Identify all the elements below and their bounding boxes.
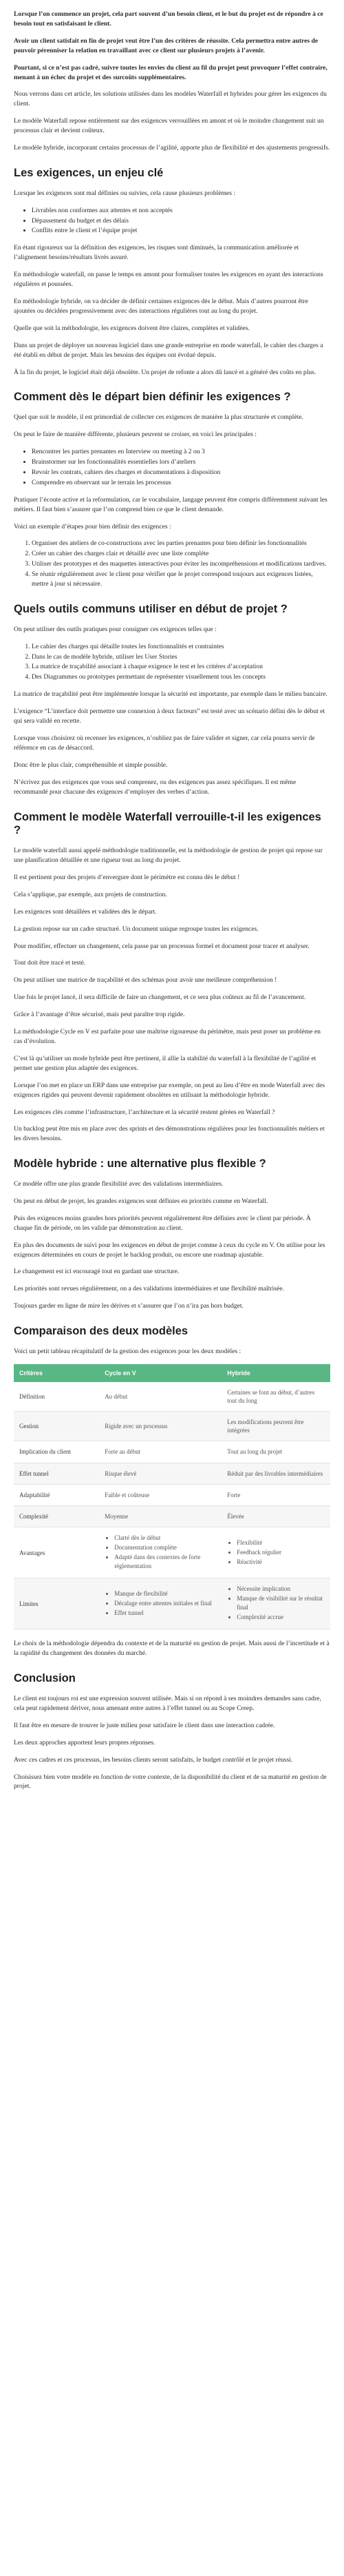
paragraph: Le modèle hybride, incorporant certains processus de l’agilité, apporte plus de flexibilité et des ajustements progressifs. <box>14 144 330 152</box>
section-heading: Les exigences, un enjeu clé <box>14 166 164 179</box>
paragraph: La matrice de traçabilité peut être implémentée lorsque la sécurité est importante, par exemple dans le milieu bancaire. <box>14 690 327 699</box>
cycle-en-v-cell <box>99 1527 222 1578</box>
section-heading: Comparaison des deux modèles <box>14 1325 189 1338</box>
column-header: Critères <box>14 1364 99 1382</box>
table-row <box>14 1441 330 1463</box>
intro-paragraph: Lorsque l’on commence un projet, cela part souvent d’un besoin client, et le but du projet est de répondre à ce besoin tout en satisfaisant le client. <box>14 10 323 28</box>
section-heading: Modèle hybride : une alternative plus flexible ? <box>14 1157 266 1171</box>
paragraph: Le choix de la méthodologie dépendra du contexte et de la maturité en gestion de projet. Mais aussi de l’incertitude et à la rapidité du changement des données du marché. <box>14 1640 330 1658</box>
paragraph: Donc être le plus clair, compréhensible et simple possible. <box>14 761 168 769</box>
paragraph: En plus des documents de suivi pour les exigences en début de projet comme à ceux du cycle en V. On utilise pour les exigences déterminées en cours de projet le backlog produit, ou encore une roadmap ajustable. <box>14 1241 325 1259</box>
hybride-cell: Réduit par des livrables intermédiaires <box>222 1463 330 1484</box>
paragraph: Voici un petit tableau récapitulatif de la gestion des exigences pour les deux modèles : <box>14 1347 241 1355</box>
hybride-cell: Les modifications peuvent être intégrées <box>222 1412 330 1441</box>
paragraph: Voici un exemple d’étapes pour bien définir des exigences : <box>14 522 171 530</box>
paragraph: Lorsque vous choisirez où recenser les exigences, n’oubliez pas de faire valider et signer, car cela pourra servir de référence en cas de désaccord. <box>14 734 315 752</box>
list-item: 3. La matrice de traçabilité associant à chaque exigence le test et les critères d’acceptation <box>32 662 330 672</box>
paragraph: Ce modèle offre une plus grande flexibilité avec des validations intermédiaires. <box>14 1180 224 1188</box>
criterion-cell: Complexité <box>14 1505 99 1527</box>
criterion-cell: Implication du client <box>14 1441 99 1463</box>
paragraph: La gestion repose sur un cadre structuré. Un document unique regroupe toutes les exigences. <box>14 925 259 933</box>
paragraph: Choisissez bien votre modèle en fonction de votre contexte, de la disponibilité du client et de sa maturité en gestion de projet. <box>14 1773 327 1791</box>
list-item: • Adapté dans des contextes de forte réglementation <box>114 1553 216 1571</box>
paragraph: C’est là qu’utiliser un mode hybride peut être pertinent, il allie la stabilité du waterfall à la flexibilité de l’agilité et permet une gestion plus adaptée des exigences. <box>14 1054 316 1072</box>
table-row <box>14 1578 330 1629</box>
paragraph: Pratiquer l’écoute active et la reformulation, car le vocabulaire, langage peuvent être compris différemment suivant les métiers. Il faut bien s’assurer que l’on comprend bien ce que le client demande. <box>14 495 327 513</box>
criterion-cell: Limites <box>14 1578 99 1629</box>
paragraph: Puis des exigences moins grandes hors priorités peuvent régulièrement être définies avec le client par période. À chaque fin de période, on les valide par démonstration au client. <box>14 1214 311 1232</box>
list-item: 2. Créer un cahier des charges clair et détaillé avec une liste complète <box>32 549 330 559</box>
paragraph: La méthodologie Cycle en V est parfaite pour une maîtrise rigoureuse du périmètre, mais peut poser un problème en cas d’évolution. <box>14 1028 321 1045</box>
cell-bullet-list <box>105 1534 216 1571</box>
paragraph: En méthodologie waterfall, on passe le temps en amont pour formaliser toutes les exigences en ayant des interactions régulières et poussées. <box>14 271 323 289</box>
paragraph: Le client est toujours roi est une expression souvent utilisée. Mais si on répond à ses moindres demandes sans cadre, cela peut rapidement dériver, nous amenant entre autres à l’effet tunnel ou au Scope Creep. <box>14 1695 321 1712</box>
paragraph: Tout doit être tracé et testé. <box>14 959 86 967</box>
paragraph: Toujours garder en ligne de mire les dérives et s’assurer que l’on n’ira pas hors budget. <box>14 1302 244 1310</box>
criterion-cell: Effet tunnel <box>14 1463 99 1484</box>
paragraph: L’exigence “L’interface doit permettre une connexion à deux facteurs” est testé avec un scénario défini dès le début et qui sera validé en recette. <box>14 708 325 725</box>
numbered-list <box>14 539 330 589</box>
bullet-list <box>14 447 330 488</box>
paragraph: Les deux approches apportent leurs propres réponses. <box>14 1738 155 1746</box>
paragraph: Il est pertinent pour des projets d’envergure dont le périmètre est connu dès le début ! <box>14 873 240 881</box>
paragraph: Le changement est ici encouragé tout en gardant une structure. <box>14 1268 180 1276</box>
list-item: • Manque de flexibilité <box>114 1589 216 1598</box>
hybride-cell: Élevée <box>222 1505 330 1527</box>
cycle-en-v-cell: Rigide avec un processus <box>99 1412 222 1441</box>
paragraph: Les exigences sont détaillées et validées dès le départ. <box>14 907 157 916</box>
list-item: 1. Organiser des ateliers de co-constructions avec les parties prenantes pour bien définir les fonctionnalités <box>32 539 330 548</box>
list-item: • Livrables non conformes aux attentes et non acceptés <box>32 206 330 216</box>
paragraph: On peut en début de projet, les grandes exigences sont définies en priorités comme en Waterfall. <box>14 1197 268 1205</box>
hybride-cell: Tout au long du projet <box>222 1441 330 1463</box>
paragraph: Lorsque l’on met en place un ERP dans une entreprise par exemple, on peut au lieu d’être en mode Waterfall avec des exigences rigides qui peuvent devenir rapidement obsolètes en utilisant la méthodologie hybride. <box>14 1081 325 1099</box>
table-row <box>14 1412 330 1441</box>
criterion-cell: Définition <box>14 1382 99 1412</box>
article <box>14 0 330 1813</box>
list-item: • Documentation complète <box>114 1543 216 1552</box>
paragraph: N’écrivez pas des exigences que vous seul comprenez, ou des exigences pas assez spécifiques. Il est même recommandé pour chacune des exigences d’employer des verbes d’action. <box>14 778 297 796</box>
paragraph: Une fois le projet lancé, il sera difficile de faire un changement, et ce sera plus coûteux au fil de l’avancement. <box>14 993 306 1002</box>
list-item: • Clarté dès le début <box>114 1534 216 1543</box>
list-item: • Rencontrer les parties prenantes en Interview ou meeting à 2 ou 3 <box>32 447 330 457</box>
paragraph: Les priorités sont revues régulièrement, on a des validations intermédiaires et une flexibilité maîtrisée. <box>14 1285 284 1293</box>
paragraph: Grâce à l’avantage d’être sécurisé, mais peut paraître trop rigide. <box>14 1011 185 1019</box>
section-heading: Conclusion <box>14 1672 76 1685</box>
section-heading: Comment dès le départ bien définir les exigences ? <box>14 391 291 404</box>
paragraph: Nous verrons dans cet article, les solutions utilisées dans les modèles Waterfall et hybrides pour gérer les exigences du client. <box>14 90 327 108</box>
paragraph: Les exigences clés comme l’infrastructure, l’architecture et la sécurité restent gérées en Waterfall ? <box>14 1108 275 1116</box>
paragraph: On peut utiliser une matrice de traçabilité et des schémas pour avoir une meilleure compréhension ! <box>14 976 277 985</box>
list-item: 2. Dans le cas de modèle hybride, utiliser les User Stories <box>32 652 330 662</box>
list-item: • Conflits entre le client et l’équipe projet <box>32 226 330 236</box>
table-row <box>14 1463 330 1484</box>
paragraph: On peut utiliser des outils pratiques pour consigner ces exigences telles que : <box>14 625 217 633</box>
numbered-list <box>14 642 330 683</box>
bullet-list <box>14 206 330 236</box>
table-row <box>14 1382 330 1412</box>
hybride-cell: Forte <box>222 1484 330 1505</box>
paragraph: Le modèle Waterfall repose entièrement sur des exigences verrouillées en amont et où le moindre changement suit un processus clair et devient coûteux. <box>14 117 324 135</box>
cycle-en-v-cell <box>99 1578 222 1629</box>
hybride-cell: Certaines se font au début, d’autres tout du long <box>222 1382 330 1412</box>
list-item: • Revoir les contrats, cahiers des charges et documentations à disposition <box>32 468 330 477</box>
cycle-en-v-cell: Forte au début <box>99 1441 222 1463</box>
hybride-cell <box>222 1578 330 1629</box>
cycle-en-v-cell: Risque élevé <box>99 1463 222 1484</box>
table-row <box>14 1505 330 1527</box>
list-item: • Comprendre en observant sur le terrain les processus <box>32 478 330 488</box>
list-item: • Réactivité <box>237 1558 325 1567</box>
paragraph: Quelle que soit la méthodologie, les exigences doivent être claires, complètes et validées. <box>14 324 250 332</box>
cycle-en-v-cell: Faible et coûteuse <box>99 1484 222 1505</box>
table-row <box>14 1484 330 1505</box>
list-item: 4. Des Diagrammes ou prototypes permettant de représenter visuellement tous les concepts <box>32 672 330 682</box>
list-item: • Complexité accrue <box>237 1613 325 1622</box>
paragraph: On peut le faire de manière différente, plusieurs peuvent se croiser, en voici les principales : <box>14 431 257 439</box>
hybride-cell <box>222 1527 330 1578</box>
criterion-cell: Adaptabilité <box>14 1484 99 1505</box>
comparison-table <box>14 1364 330 1630</box>
list-item: • Dépassement du budget et des délais <box>32 216 330 226</box>
table-row <box>14 1527 330 1578</box>
paragraph: Il faut être en mesure de trouver le juste milieu pour satisfaire le client dans une interaction cadrée. <box>14 1721 275 1729</box>
list-item: • Flexibilité <box>237 1538 325 1547</box>
intro-paragraph: Avoir un client satisfait en fin de projet veut être l’un des critères de réussite. Cela permettra entre autres de pouvoir pérenniser la relation en travaillant avec ce client sur plusieurs projets à l’avenir. <box>14 37 319 54</box>
list-item: • Effet tunnel <box>114 1609 216 1618</box>
list-item: 1. Le cahier des charges qui détaille toutes les fonctionnalités et contraintes <box>32 642 330 652</box>
column-header: Cycle en V <box>99 1364 222 1382</box>
paragraph: Le modèle waterfall aussi appelé méthodologie traditionnelle, est la méthodologie de gestion de projet qui repose sur une planification détaillée et une rigueur tout au long du projet. <box>14 847 323 865</box>
paragraph: À la fin du projet, le logiciel était déjà obsolète. Un projet de refonte a alors dû lancé et a généré des coûts en plus. <box>14 368 316 376</box>
paragraph: Lorsque les exigences sont mal définies ou suivies, cela cause plusieurs problèmes : <box>14 189 236 197</box>
list-item: • Manque de visibilité sur le résultat final <box>237 1594 325 1612</box>
paragraph: Avec ces cadres et ces processus, les besoins clients seront satisfaits, le budget contrôlé et le projet réussi. <box>14 1755 293 1764</box>
cycle-en-v-cell: Moyenne <box>99 1505 222 1527</box>
list-item: • Feedback régulier <box>237 1548 325 1557</box>
cycle-en-v-cell: Au début <box>99 1382 222 1412</box>
paragraph: Pour modifier, effectuer un changement, cela passe par un processus formel et document pour tracer et analyser. <box>14 942 310 950</box>
paragraph: En méthodologie hybride, on va décider de définir certaines exigences dès le début. Mais d’autres pourront être ajoutées ou décidées progressivement avec des interactions régulières tout au long du projet. <box>14 298 308 315</box>
table-header-row <box>14 1364 330 1382</box>
paragraph: Dans un projet de déployer un nouveau logiciel dans une grande entreprise en mode waterfall, le cahier des charges a été établi en début de projet. Mais les besoins des équipes ont évolué depuis. <box>14 341 323 359</box>
column-header: Hybride <box>222 1364 330 1382</box>
paragraph: Un backlog peut être mis en place avec des sprints et des démonstrations régulières pour les fonctionnalités métiers et les divers besoins. <box>14 1125 325 1143</box>
criterion-cell: Avantages <box>14 1527 99 1578</box>
section-heading: Comment le modèle Waterfall verrouille-t-il les exigences ? <box>14 810 321 837</box>
intro-paragraph: Pourtant, si ce n’est pas cadré, suivre toutes les envies du client au fil du projet peut provoquer l’effet contraire, menant à un échec du projet et des surcoûts supplémentaires. <box>14 63 327 81</box>
list-item: 3. Utiliser des prototypes et des maquettes interactives pour éviter les incompréhensions et modifications tardives. <box>32 559 330 569</box>
section-heading: Quels outils communs utiliser en début de projet ? <box>14 602 288 615</box>
list-item: • Décalage entre attentes initiales et final <box>114 1599 216 1608</box>
cell-bullet-list <box>105 1589 216 1618</box>
list-item: • Brainstormer sur les fonctionnalités essentielles lors d’ateliers <box>32 457 330 467</box>
criterion-cell: Gestion <box>14 1412 99 1441</box>
paragraph: En étant rigoureux sur la définition des exigences, les risques sont diminués, la communication améliorée et l’alignement besoins/résultats livrés assuré. <box>14 244 299 262</box>
paragraph: Cela s’applique, par exemple, aux projets de construction. <box>14 890 167 898</box>
paragraph: Quel que soit le modèle, il est primordial de collecter ces exigences de manière la plus structurée et complète. <box>14 413 303 422</box>
cell-bullet-list <box>227 1538 325 1567</box>
list-item: 4. Se réunir régulièrement avec le client pour vérifier que le projet correspond toujours aux exigences listées, mettre à jour si nécessaire. <box>32 570 330 589</box>
cell-bullet-list <box>227 1585 325 1622</box>
list-item: • Nécessite implication <box>237 1585 325 1594</box>
